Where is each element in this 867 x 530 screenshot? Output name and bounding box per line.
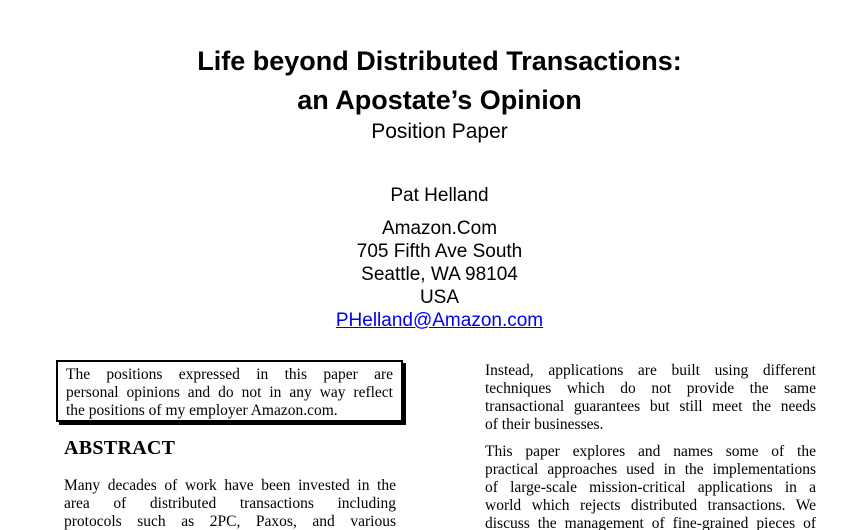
affiliation-street: 705 Fifth Ave South [356,241,523,262]
paper-title-line-2: an Apostate’s Opinion [297,85,582,115]
right-column-paragraph-2 [485,443,816,530]
disclaimer-line: The positions expressed in this paper are [66,366,393,383]
paper-title-line-1: Life beyond Distributed Transactions: [197,46,682,76]
abstract-body [64,477,396,530]
body-line: practical approaches used in the implementations [485,461,816,478]
paper-subtitle: Position Paper [371,120,508,143]
right-column-paragraph-1 [485,362,816,434]
body-line: transactional guarantees but still meet the needs [485,398,816,415]
abstract-line: area of distributed transactions including [64,495,396,512]
body-line: discuss the management of fine-grained pieces of [485,515,816,530]
author-email-link[interactable]: PHelland@Amazon.com [335,310,544,331]
affiliation-city: Seattle, WA 98104 [361,264,518,285]
author-name: Pat Helland [390,185,489,206]
abstract-line: protocols such as 2PC, Paxos, and various [64,513,396,530]
affiliation-org: Amazon.Com [381,218,498,239]
body-line: of their businesses. [485,416,604,433]
affiliation-country: USA [419,287,460,308]
body-line: This paper explores and names some of the [485,443,816,460]
body-line: Instead, applications are built using different [485,362,816,379]
abstract-line: Many decades of work have been invested in the [64,477,396,494]
disclaimer-line: personal opinions and do not in any way reflect [66,384,393,401]
abstract-heading: ABSTRACT [64,437,176,459]
body-line: of large-scale mission-critical applications in a [485,479,816,496]
body-line: techniques which do not provide the same [485,380,816,397]
body-line: world which rejects distributed transactions. We [485,497,816,514]
disclaimer-box [56,360,403,422]
disclaimer-line: the positions of my employer Amazon.com. [66,402,338,419]
author-affiliation [6,217,867,332]
